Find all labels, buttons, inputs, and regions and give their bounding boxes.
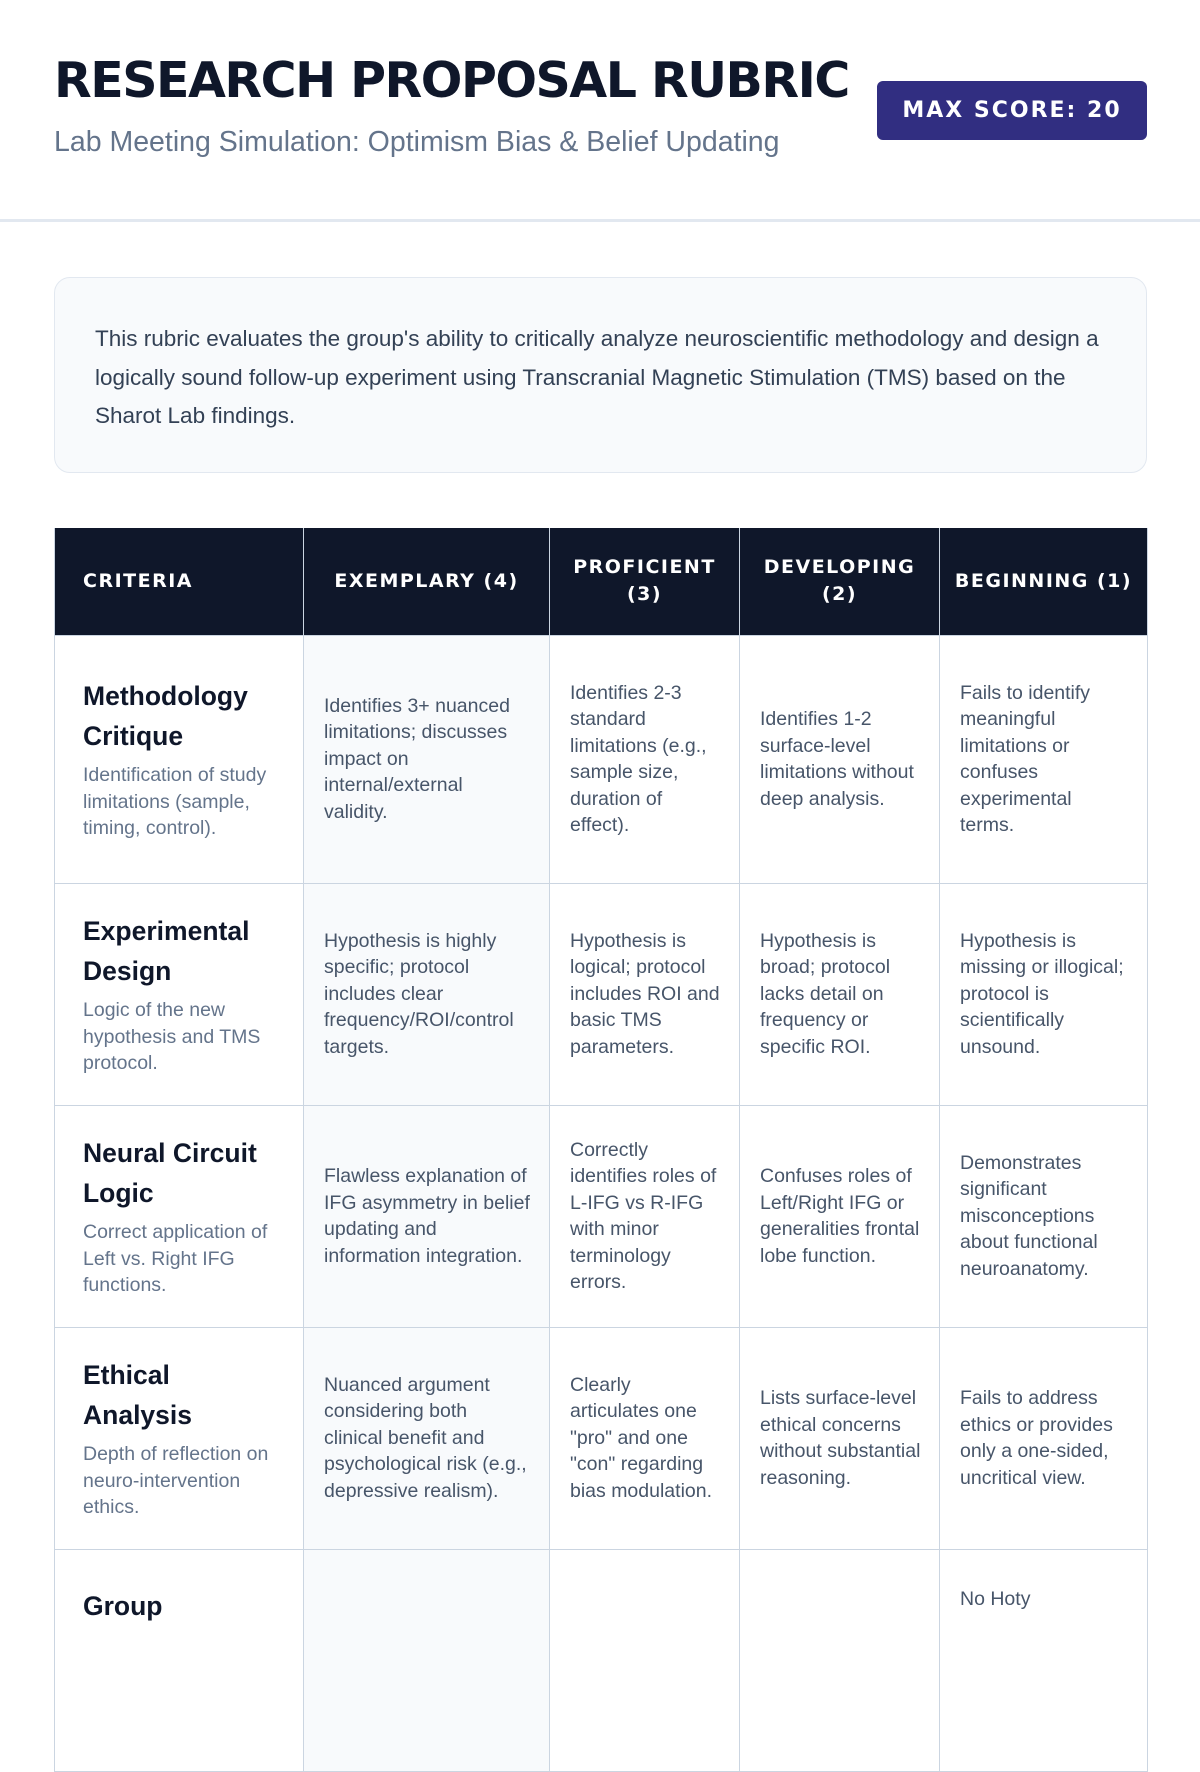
rubric-table <box>54 528 1148 1772</box>
criteria-description: Logic of the new hypothesis and TMS protocol. <box>83 999 261 1075</box>
criteria-cell <box>55 1327 304 1549</box>
exemplary-cell: Flawless explanation of IFG asymmetry in belief updating and information integration. <box>304 1105 550 1327</box>
developing-cell <box>740 1549 940 1771</box>
criteria-name: Neural Circuit Logic <box>83 1138 257 1209</box>
criteria-description: Correct application of Left vs. Right IFG functions. <box>83 1221 268 1297</box>
criteria-cell <box>55 635 304 883</box>
beginning-cell: Hypothesis is missing or illogical; protocol is scientifically unsound. <box>940 883 1148 1105</box>
beginning-cell: Demonstrates significant misconceptions about functional neuroanatomy. <box>940 1105 1148 1327</box>
page-title: RESEARCH PROPOSAL RUBRIC <box>54 52 849 109</box>
column-header-developing: DEVELOPING (2) <box>740 528 940 635</box>
criteria-cell <box>55 1549 304 1771</box>
proficient-cell: Identifies 2-3 standard limitations (e.g., sample size, duration of effect). <box>550 635 740 883</box>
column-header-exemplary: EXEMPLARY (4) <box>304 528 550 635</box>
criteria-cell <box>55 1105 304 1327</box>
proficient-cell: Hypothesis is logical; protocol includes ROI and basic TMS parameters. <box>550 883 740 1105</box>
beginning-cell: No Hoty <box>940 1549 1148 1771</box>
exemplary-cell: Hypothesis is highly specific; protocol includes clear frequency/ROI/control targets. <box>304 883 550 1105</box>
beginning-cell: Fails to address ethics or provides only a one-sided, uncritical view. <box>940 1327 1148 1549</box>
developing-cell: Confuses roles of Left/Right IFG or generalities frontal lobe function. <box>740 1105 940 1327</box>
table-row <box>55 635 1148 883</box>
intro-box <box>54 277 1147 473</box>
table-row <box>55 883 1148 1105</box>
proficient-cell <box>550 1549 740 1771</box>
developing-cell: Lists surface-level ethical concerns without substantial reasoning. <box>740 1327 940 1549</box>
page-subtitle: Lab Meeting Simulation: Optimism Bias & Belief Updating <box>54 126 780 158</box>
criteria-cell <box>55 883 304 1105</box>
criteria-name: Methodology Critique <box>83 681 248 752</box>
table-row <box>55 1327 1148 1549</box>
criteria-name: Group <box>83 1590 163 1621</box>
column-header-criteria: CRITERIA <box>55 528 304 635</box>
exemplary-cell: Nuanced argument considering both clinical benefit and psychological risk (e.g., depressive realism). <box>304 1327 550 1549</box>
max-score-badge: MAX SCORE: 20 <box>877 81 1147 140</box>
beginning-cell: Fails to identify meaningful limitations or confuses experimental terms. <box>940 635 1148 883</box>
intro-text: This rubric evaluates the group's ability to critically analyze neuroscientific methodology and design a logically sound follow-up experiment using Transcranial Magnetic Stimulation (TMS) based on the Sharot Lab findings. <box>95 326 1099 428</box>
developing-cell: Hypothesis is broad; protocol lacks detail on frequency or specific ROI. <box>740 883 940 1105</box>
column-header-beginning: BEGINNING (1) <box>940 528 1148 635</box>
criteria-description: Identification of study limitations (sample, timing, control). <box>83 764 267 840</box>
exemplary-cell: Identifies 3+ nuanced limitations; discusses impact on internal/external validity. <box>304 635 550 883</box>
criteria-name: Experimental Design <box>83 916 250 987</box>
developing-cell: Identifies 1-2 surface-level limitations without deep analysis. <box>740 635 940 883</box>
column-header-proficient: PROFICIENT (3) <box>550 528 740 635</box>
table-row <box>55 1105 1148 1327</box>
criteria-description: Depth of reflection on neuro-intervention ethics. <box>83 1443 269 1519</box>
exemplary-cell <box>304 1549 550 1771</box>
page-header <box>0 0 1200 222</box>
criteria-name: Ethical Analysis <box>83 1360 193 1431</box>
table-row <box>55 1549 1148 1771</box>
proficient-cell: Clearly articulates one "pro" and one "con" regarding bias modulation. <box>550 1327 740 1549</box>
table-header-row <box>55 528 1148 635</box>
proficient-cell: Correctly identifies roles of L-IFG vs R-IFG with minor terminology errors. <box>550 1105 740 1327</box>
